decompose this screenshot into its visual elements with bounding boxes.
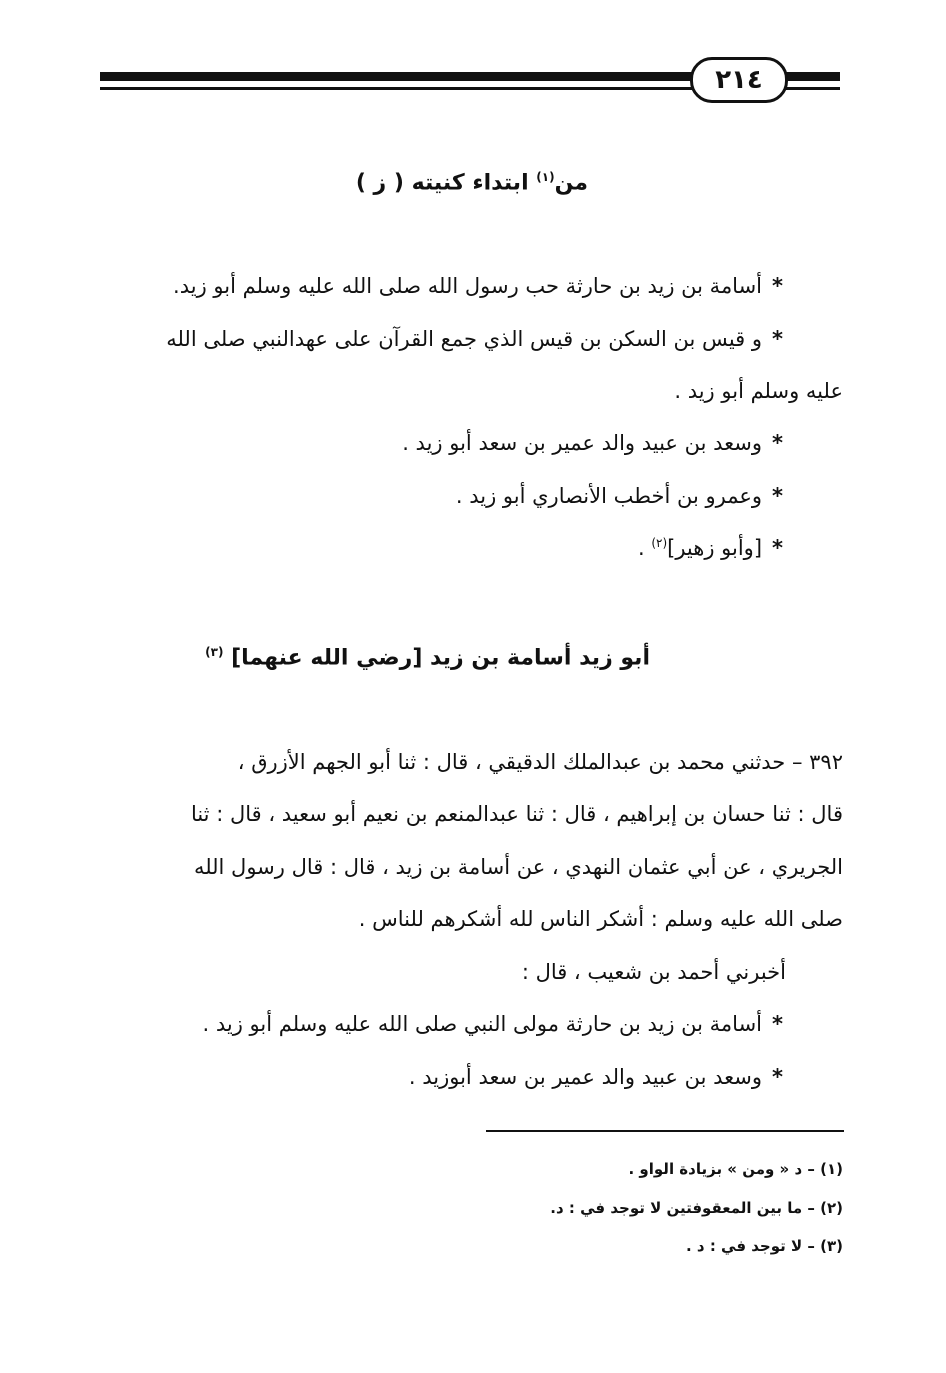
footnote-dash: – [802, 1199, 821, 1217]
footnote-divider [486, 1130, 844, 1132]
footnote-number: (١) [820, 1160, 843, 1178]
footnote [550, 1199, 843, 1217]
footnote-dash: – [802, 1160, 821, 1178]
bullet-marker: * [772, 536, 783, 560]
list-item-text: أسامة بن زيد بن حارثة حب رسول الله صلى الله عليه وسلم أبو زيد. [173, 274, 763, 298]
list-item [402, 431, 783, 456]
list-item-text: و قيس بن السكن بن قيس الذي جمع القرآن على عهدالنبي صلى الله [166, 327, 763, 351]
list-item-text: وسعد بن عبيد والد عمير بن سعد أبو زيد . [402, 431, 763, 455]
footnote-dash: – [802, 1237, 821, 1255]
footnote [629, 1160, 843, 1178]
list-item-text: عليه وسلم أبو زيد . [674, 379, 843, 403]
paragraph-line: ٣٩٢ – حدثني محمد بن عبدالملك الدقيقي ، قال : ثنا أبو الجهم الأزرق ، [237, 750, 843, 774]
bullet-marker: * [772, 327, 783, 351]
heading-text-rest: ابتداء كنيته ( ز ) [355, 170, 537, 196]
section-heading [356, 170, 588, 195]
list-item [456, 484, 783, 509]
paragraph-line: الجريري ، عن أبي عثمان النهدي ، عن أسامة بن زيد ، قال : قال رسول الله [193, 855, 843, 879]
paragraph-line: صلى الله عليه وسلم : أشكر الناس لله أشكرهم للناس . [358, 907, 843, 931]
list-item-text: وسعد بن عبيد والد عمير بن سعد أبوزيد . [408, 1065, 763, 1089]
page-number: ٢١٤ [690, 57, 788, 103]
bullet-marker: * [772, 431, 783, 455]
bullet-marker: * [772, 1012, 783, 1036]
list-item-text: [وأبو زهير] [667, 536, 763, 560]
footnote [686, 1237, 843, 1255]
bullet-marker: * [772, 1065, 783, 1089]
paragraph-line: قال : ثنا حسان بن إبراهيم ، قال : ثنا عبدالمنعم بن نعيم أبو سعيد ، قال : ثنا [190, 802, 843, 826]
footnote-number: (٣) [820, 1237, 843, 1255]
footnote-text: لا توجد في : د . [685, 1237, 803, 1255]
bullet-marker: * [772, 274, 783, 298]
footnote-number: (٢) [820, 1199, 843, 1217]
list-item [409, 1065, 783, 1090]
footnote-text: ما بين المعقوفتين لا توجد في : د. [550, 1199, 803, 1217]
list-item-text: وعمرو بن أخطب الأنصاري أبو زيد . [455, 484, 763, 508]
list-item-tail: . [637, 536, 652, 560]
list-item [638, 536, 783, 561]
list-item-text: أسامة بن زيد بن حارثة مولى النبي صلى الله عليه وسلم أبو زيد . [202, 1012, 763, 1036]
heading-text: من [554, 170, 588, 196]
heading-text: أبو زيد أسامة بن زيد [رضي الله عنهما] [231, 645, 650, 671]
footnote-text: د « ومن » بزيادة الواو . [628, 1160, 803, 1178]
list-item [203, 1012, 784, 1037]
section-heading [205, 645, 650, 670]
footnote-ref: (١) [536, 170, 555, 184]
footnote-ref: (٣) [205, 645, 224, 659]
paragraph-line: أخبرني أحمد بن شعيب ، قال : [521, 960, 786, 984]
footnote-ref: (٢) [651, 536, 668, 550]
bullet-marker: * [772, 484, 783, 508]
list-item-continuation [674, 379, 843, 404]
list-item [173, 274, 783, 299]
list-item [166, 327, 783, 352]
